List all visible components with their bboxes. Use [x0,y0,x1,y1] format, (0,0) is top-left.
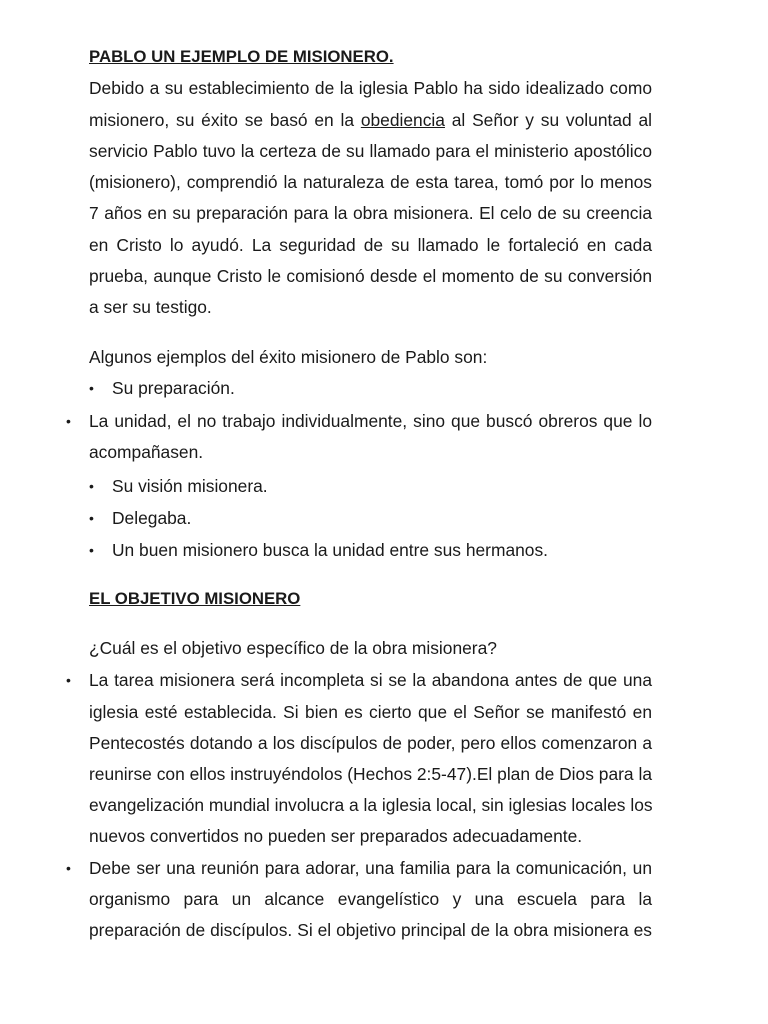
paragraph-line: prueba, aunque Cristo le comisionó desde el momento de su conversión [89,266,652,286]
paragraph-line: 7 años en su preparación para la obra misionera. El celo de su creencia [89,203,652,223]
list-item-continuation: iglesia esté establecida. Si bien es cierto que el Señor se manifestó en [89,702,652,722]
bullet-icon: • [89,478,94,494]
paragraph-line: en Cristo lo ayudó. La seguridad de su llamado le fortaleció en cada [89,235,652,255]
paragraph-line: a ser su testigo. [89,297,212,317]
text-span: misionero, su éxito se basó en la [89,110,361,130]
list-item-continuation: organismo para un alcance evangelístico y una escuela para la [89,889,652,909]
list-item-continuation: Pentecostés dotando a los discípulos de poder, pero ellos comenzaron a [89,733,652,753]
list-item-continuation: acompañasen. [89,442,204,462]
list-item: Su visión misionera. [112,476,268,496]
underlined-word-obediencia: obediencia [360,110,445,130]
section-heading-pablo: PABLO UN EJEMPLO DE MISIONERO. [89,47,394,66]
list-item: Su preparación. [112,378,235,398]
list-intro: Algunos ejemplos del éxito misionero de Pablo son: [89,347,488,367]
section-heading-objetivo: EL OBJETIVO MISIONERO [89,589,301,608]
question-line: ¿Cuál es el objetivo específico de la obra misionera? [89,638,497,658]
list-item: La unidad, el no trabajo individualmente, sino que buscó obreros que lo [89,411,652,431]
paragraph-line: Debido a su establecimiento de la iglesia Pablo ha sido idealizado como [89,78,652,98]
list-item-continuation: nuevos convertidos no pueden ser preparados adecuadamente. [89,826,583,846]
bullet-icon: • [66,860,71,876]
list-item-continuation: reunirse con ellos instruyéndolos (Hechos 2:5-47).El plan de Dios para la [89,764,652,784]
bullet-icon: • [89,380,94,396]
bullet-icon: • [89,510,94,526]
bullet-icon: • [89,542,94,558]
list-item: Un buen misionero busca la unidad entre sus hermanos. [112,540,548,560]
list-item-continuation: preparación de discípulos. Si el objetivo principal de la obra misionera es [89,920,652,940]
list-item: Debe ser una reunión para adorar, una familia para la comunicación, un [89,858,652,878]
paragraph-line: (misionero), comprendió la naturaleza de esta tarea, tomó por lo menos [89,172,652,192]
paragraph-line: servicio Pablo tuvo la certeza de su llamado para el ministerio apostólico [89,141,652,161]
paragraph-line [89,110,652,130]
text-span: al Señor y su voluntad al [444,110,653,130]
list-item-continuation: evangelización mundial involucra a la iglesia local, sin iglesias locales los [89,795,653,815]
bullet-icon: • [66,672,71,688]
bullet-icon: • [66,413,71,429]
list-item: La tarea misionera será incompleta si se la abandona antes de que una [89,670,652,690]
list-item: Delegaba. [112,508,192,528]
